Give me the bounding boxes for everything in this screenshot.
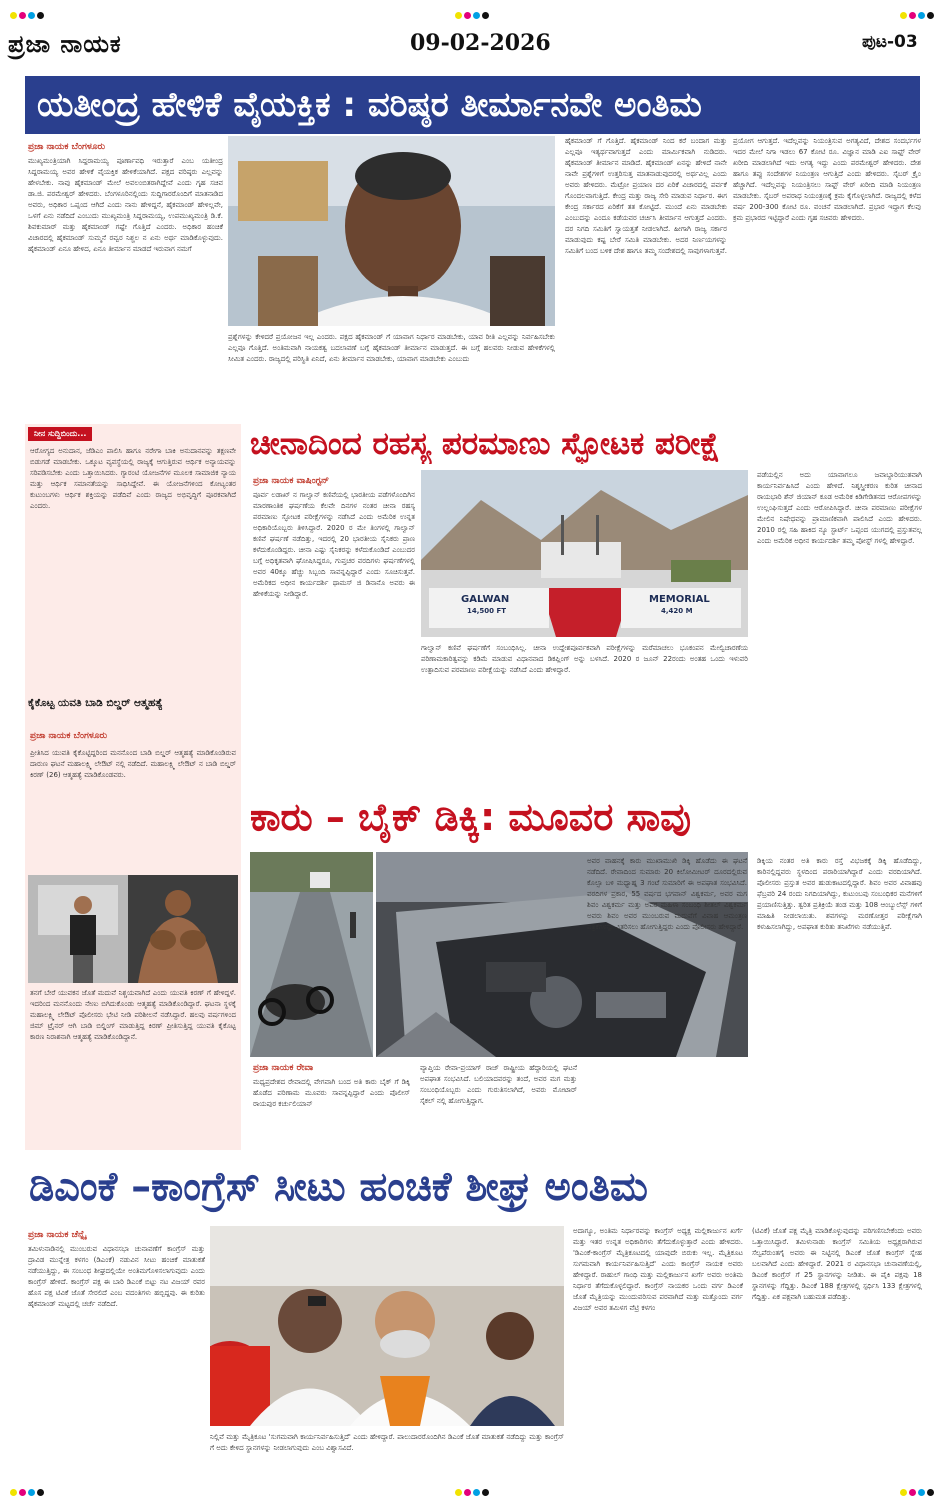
- masthead-name: ಪ್ರಜಾ ನಾಯಕ: [8, 30, 122, 58]
- story1-byline: ಪ್ರಜಾ ನಾಯಕ ಬೆಂಗಳೂರು: [28, 142, 106, 152]
- color-registration-marks: [455, 1489, 489, 1496]
- story1-photo-minister: [228, 136, 555, 326]
- story2-photo-galwan-memorial: [421, 470, 748, 637]
- story4-byline: ಪ್ರಜಾ ನಾಯಕ ಚೆನ್ನೈ: [28, 1230, 87, 1240]
- memorial-plaque-label-left: GALWAN: [461, 594, 510, 605]
- story4-photo-leaders: [210, 1226, 564, 1426]
- side-story-text: ಪ್ರೀತಿಸಿದ ಯುವತಿ ಕೈಕೊಟ್ಟಿದ್ದರಿಂದ ಮನನೊಂದ ಬಾಡಿ ಬಿಲ್ಡರ್ ಆತ್ಮಹತ್ಯೆ ಮಾಡಿಕೊಂಡಿರುವ ದಾರುಣ ಘಟನೆ ಮಹಾಲಕ್ಷ್ಮಿ ಲೇಔಟ್ ನಲ್ಲಿ ನಡೆದಿದೆ. ಮಹಾಲಕ್ಷ್ಮಿ ಲೇಔಟ್ ನ ಬಾಡಿ ಬಿಲ್ಡರ್ ಕಿರಣ್ (26) ಆತ್ಮಹತ್ಯೆ ಮಾಡಿಕೊಂಡವರು.: [30, 749, 236, 779]
- story3-column-4: ಡಿಕ್ಕಿಯ ನಂತರ ಅತಿ ಕಾರು ರಸ್ತೆ ವಿಭಜಕಕ್ಕೆ ಡಿಕ್ಕಿ ಹೊಡೆದಿದ್ದು, ಕಾರಿನಲ್ಲಿದ್ದವರು ಸ್ಥಳದಿಂದ ಪರಾರಿಯಾಗಿದ್ದಾರೆ ಎಂದು ವರದಿಯಾಗಿದೆ. ಪೊಲೀಸರು ಪ್ರಸ್ತುತ ಅವರ ಹುಡುಕಾಟದಲ್ಲಿದ್ದಾರೆ. ಶಿವಂ ಅವರ ವಿವಾಹವು ಫೆಬ್ರವರಿ 24 ರಂದು ನಿಗದಿಯಾಗಿದ್ದು, ಕುಟುಂಬವು ಸಂಬಂಧಿಕರ ಮನೆಗಳಿಗೆ ಪ್ರಯಾಣಿಸುತ್ತಿತ್ತು. ತ್ವರಿತ ಪ್ರತಿಕ್ರಿಯೆ ತಂಡ ಮತ್ತು 108 ಆಂಬ್ಯುಲೆನ್ಸ್ ಗಳಿಗೆ ಮಾಹಿತಿ ನೀಡಲಾಯಿತು. ಶವಗಳನ್ನು ಮರಣೋತ್ತರ ಪರೀಕ್ಷೆಗಾಗಿ ಕಳುಹಿಸಲಾಗಿದ್ದು, ಅಪಘಾತ ಕುರಿತು ತನಿಖೆಗಳು ನಡೆಯುತ್ತಿವೆ.: [757, 857, 922, 931]
- story3-byline: ಪ್ರಜಾ ನಾಯಕ ರೇವಾ: [253, 1063, 314, 1073]
- color-registration-marks: [455, 12, 489, 19]
- memorial-plaque-alt-right: 4,420 M: [661, 607, 693, 615]
- story3-headline: ಕಾರು – ಬೈಕ್ ಡಿಕ್ಕಿ: ಮೂವರ ಸಾವು: [250, 795, 692, 839]
- memorial-plaque-label-right: MEMORIAL: [649, 594, 710, 605]
- story1-headline: ಯತೀಂದ್ರ ಹೇಳಿಕೆ ವೈಯಕ್ತಿಕ : ವರಿಷ್ಠರ ತೀರ್ಮಾನವೇ ಅಂತಿಮ: [25, 76, 920, 134]
- story1-column-3: ಹೈಕಮಾಂಡ್ ಗೆ ಗೊತ್ತಿದೆ. ಹೈಕಮಾಂಡ್ ನಿಂದ ಕರೆ ಬಂದಾಗ ಮತ್ತು ಎಲ್ಲವೂ ಇತ್ಯರ್ಥವಾಗುತ್ತದೆ ಎಂದು ಮಾರ್ಮಿಕವಾಗಿ ನುಡಿದರು. ಹೈಕಮಾಂಡ್ ತೀರ್ಮಾನ ಮಾಡಿದೆ. ಹೈಕಮಾಂಡ್ ಏನನ್ನು ಹೇಳಿದೆ ನಾನೇ ನಾವೇ ಪ್ರಶ್ನೆಗಳಿಗೆ ಉತ್ತರಿಸುತ್ತ ಮಾತನಾಡುವುದರಲ್ಲಿ ಅರ್ಥವಿಲ್ಲ ಎಂದು ಅವರು ಹೇಳಿದರು. ಮೆಟ್ರೋ ಪ್ರಯಾಣ ದರ ಏರಿಕೆ ವಿಚಾರದಲ್ಲಿ ಪರ್ವಕೆ ಗೊಂದಲವಾಗುತ್ತಿದೆ. ಕೇಂದ್ರ ಮತ್ತು ರಾಜ್ಯ ಸೇರಿ ಮಾಡುವ ನಿರ್ಧಾರ. ಈಗ ಕೇಂದ್ರ ಸರ್ಕಾರದ ಏರಿಕೆಗೆ ತತ ಕೋಟ್ಟಿದೆ. ಮುಂದೆ ಏನು ಮಾಡಬೇಕು ಎಂಬುದನ್ನು ಎಂದೂ ಕಡೆಯವರ ಚರ್ಚಿಸಿ ತೀರ್ಮಾನ ಆಗುತ್ತದೆ ಎಂದರು. ದರ ನಿಗದಿ ಸಮಿತಿಗೆ ಸ್ವಾಯತ್ತತೆ ನೀಡಲಾಗಿದೆ. ಹೀಗಾಗಿ ರಾಜ್ಯ ಸರ್ಕಾರ ಮಾಡುವುದು ಕಷ್ಟ ಬೇರೆ ಸಮಿತಿ ಮಾಡಬೇಕು. ಅದರ ನಿರ್ಣಯಗಳನ್ನು ಸಮಿತಿಗೆ ಬಂದ ಬಳಿಕ ದೇಶ ಹಾಗೂ ತಮ್ಮ ಸಂದೇಶದಲ್ಲಿ ಸಾವುಗಳಾಗುತ್ತವೆ.: [565, 137, 727, 255]
- story2-column-2: ಗಾಲ್ವಾನ್ ಕಣಿವೆ ಘರ್ಷಣೆಗೆ ಸಂಬಂಧಿಸಿಲ್ಲ. ಚೀನಾ ಉದ್ದೇಶಪೂರ್ವಕವಾಗಿ ಪರೀಕ್ಷೆಗಳನ್ನು ಮರೆಮಾಚಲು ಭೂಕಂಪನ ಮೇಲ್ವಿಚಾರಣೆಯ ಪರಿಣಾಮಕಾರಿತ್ವವನ್ನು ಕಡಿಮೆ ಮಾಡುವ ವಿಧಾನವಾದ ಡಿಕಪ್ಲಿಂಗ್ ಅನ್ನು ಬಳಸಿದೆ. 2020 ರ ಜೂನ್ 22ರಂದು ಅಂತಹ ಒಂದು ಇಳುವರಿ ಉತ್ಪಾದಿಸುವ ಪರಮಾಣು ಪರೀಕ್ಷೆಯನ್ನು ನಡೆಸಿದೆ ಎಂದು ಹೇಳಿದ್ದಾರೆ.: [421, 644, 748, 674]
- story1-column-1: ಮುಖ್ಯಮಂತ್ರಿಯಾಗಿ ಸಿದ್ದರಾಮಯ್ಯ ಪೂರ್ಣಾವಧಿ ಇರುತ್ತಾರೆ ಎಂಬ ಯತೀಂದ್ರ ಸಿದ್ದರಾಮಯ್ಯ ಅವರ ಹೇಳಿಕೆ ವೈಯಕ್ತಿಕ ಹೇಳಿಕೆಯಾಗಿದೆ. ಪಕ್ಷದ ವರಿಷ್ಠರು ಎಲ್ಲವನ್ನು ಹೇಳಬೇಕು. ನಾವು ಹೈಕಮಾಂಡ್ ಮೇಲೆ ಅವಲಂಬಿತರಾಗಿದ್ದೇವೆ ಎಂದು ಗೃಹ ಸಚಿವ ಡಾ.ಜಿ. ಪರಮೇಶ್ವರ್ ಹೇಳಿದರು. ಬೆಂಗಳೂರಿನಲ್ಲಿಂದು ಸುದ್ದಿಗಾರರೊಂದಿಗೆ ಮಾತನಾಡಿದ ಅವರು, ಅಧಿಕಾರ ಒಪ್ಪಂದ ಆಗಿದೆ ಎಂದು ನಾನು ಹೇಳಿದ್ದನೆ, ಹೈಕಮಾಂಡ್ ಹೇಳಿಲ್ಲವೇ, ಒಳಗೆ ಏನು ನಡೆದಿದೆ ಎಂಬುದು ಮುಖ್ಯಮಂತ್ರಿ ಸಿದ್ದರಾಮಯ್ಯ, ಉಪಮುಖ್ಯಮಂತ್ರಿ ಡಿ.ಕೆ. ಶಿವಕುಮಾರ್ ಮತ್ತು ಹೈಕಮಾಂಡ್ ಗಷ್ಟೇ ಗೊತ್ತಿದೆ ಎಂದರು. ಅಧಿಕಾರ ಹಂಚಿಕೆ ವಿಚಾರದಲ್ಲಿ ಹೈಕಮಾಂಡ್ ಸುಮ್ಮನೆ ರವ್ವರ ನಿಶ್ಚಲ ನ ಏನು ಅರ್ಥ ಮಾಡಿಕೊಳ್ಳುವುದು. ಹೈಕಮಾಂಡ್ ಏನೂ ಹೇಳಿದ, ಏನೂ ತೀರ್ಮಾನ ಮಾಡದೆ ಇರುವಾಗ ನಮಗೆ: [28, 157, 223, 253]
- story2-column-1: ಪೂರ್ವ ಲಡಾಖ್ ನ ಗಾಲ್ವಾನ್ ಕಣಿವೆಯಲ್ಲಿ ಭಾರತೀಯ ಪಡೆಗಳೊಂದಿಗಿನ ಮಾರಣಾಂತಿಕ ಘರ್ಷಣೆಯ ಕೆಲವೇ ದಿನಗಳ ನಂತರ ಚೀನಾ ರಹಸ್ಯ ಪರಮಾಣು ಸ್ಫೋಟಕ ಪರೀಕ್ಷೆಗಳನ್ನು ನಡೆಸಿದೆ ಎಂದು ಅಮೆರಿಕ ಉನ್ನತ ಅಧಿಕಾರಿಯೊಬ್ಬರು ತಿಳಿಸಿದ್ದಾರೆ. 2020 ರ ಮೇ ತಿಂಗಳಲ್ಲಿ ಗಾಲ್ವಾನ್ ಕಣಿವೆ ಘರ್ಷಣೆ ನಡೆದಿತ್ತು, ಇದರಲ್ಲಿ 20 ಭಾರತೀಯ ಸೈನಿಕರು ಪ್ರಾಣ ಕಳೆದುಕೊಂಡಿದ್ದರು. ಚೀನಾ ಎಷ್ಟು ಸೈನಿಕರನ್ನು ಕಳೆದುಕೊಂಡಿದೆ ಎಂಬುದರ ಬಗ್ಗೆ ಅಧಿಕೃತವಾಗಿ ಘೋಷಿಸಿದ್ದರೂ, ಗುಪ್ತಚರ ವರದಿಗಳು ಘರ್ಷಣೆಗಳಲ್ಲಿ ಅವರ 40ಕ್ಕೂ ಹೆಚ್ಚು ಸಿಬ್ಬಂದಿ ಸಾವನ್ನಪ್ಪಿದ್ದಾರೆ ಎಂದು ಸೂಚಿಸುತ್ತವೆ. ಅಮೆರಿಕದ ಅಧೀನ ಕಾರ್ಯದರ್ಶಿ ಥಾಮಸ್ ಜಿ ಡಿನಾನೊ ಅವರು ಈ ಹೇಳಿಕೆಯನ್ನು ನೀಡಿದ್ದಾರೆ.: [253, 491, 415, 598]
- story2-column-3: ಪಡೆಯಲ್ಲಿನ ಅದು ಯಾವಾಗಲೂ ಜವಾಬ್ದಾರಿಯುತವಾಗಿ ಕಾರ್ಯನಿರ್ವಹಿಸಿದೆ ಎಂದು ಹೇಳಿದೆ. ನಿಶ್ಶಸ್ತ್ರೀಕರಣ ಕುರಿತ ಚೀನಾದ ರಾಯಭಾರಿ ಶೆನ್ ಜಿಯಾನ್ ಕೂಡ ಅಮೆರಿಕ ಕಿಡಿಗೇಡಿತನದ ಆರೋಪಗಳನ್ನು ಉಲ್ಲಂಘಿಸುತ್ತದೆ ಎಂದು ಆರೋಪಿಸಿದ್ದಾರೆ. ಚೀನಾ ಪರಮಾಣು ಪರೀಕ್ಷೆಗಳ ಮೇಲಿನ ನಿಷೇಧವನ್ನು ಪ್ರಾಮಾಣಿಕವಾಗಿ ಪಾಲಿಸಿದೆ ಎಂದು ಹೇಳಿದರು. 2010 ರಲ್ಲಿ ಸಹಿ ಹಾಕಿದ ನ್ಯೂ ಸ್ಟಾರ್ಟ್ ಒಪ್ಪಂದ ಯುಗದಲ್ಲಿ ಪ್ರಸ್ತುತವಲ್ಲ ಎಂದು ಅಮೆರಿಕ ಅಧೀನ ಕಾರ್ಯದರ್ಶಿ ತಮ್ಮ ಪೋಸ್ಟ್ ಗಳಲ್ಲಿ ಹೇಳಿದ್ದಾರೆ.: [757, 471, 922, 545]
- story1-column-4: ಪ್ರಯೋಗ ಆಗುತ್ತದೆ. ಇದೆಲ್ಲವನ್ನು ನಿಯಂತ್ರಿಸುವ ಅಗತ್ಯವಿದೆ, ದೇಶದ ಸಂದರ್ಭಗಳ ಇದರ ಮೇಲೆ ನಿಗಾ ಇಡಲು 67 ಕೋಟಿ ರೂ. ವಿಜ್ಞಾನ ಮಾಡಿ ಎಐ ಸಾಫ್ಟ್ ವೇರ್ ಖರೀದಿ ಮಾಡಲಾಗಿದೆ ಇದು ಅಗತ್ಯ ಇದ್ದು ಎಂದು ಪರಮೇಶ್ವರ್ ಹೇಳಿದರು. ದೇಶ ಹಾಗೂ ತಪ್ಪು ಸಂದೇಶಗಳ ನಿಯಂತ್ರಣ ಆಗುತ್ತಿದೆ ಎಂದು ಹೇಳಿದರು. ಸೈಬರ್ ಕ್ರೈಂ ಹೆಚ್ಚಾಗಿದೆ. ಇದೆಲ್ಲವನ್ನು ನಿಯಂತ್ರಿಸಲು ಸಾಫ್ಟ್ ವೇರ್ ಖರೀದಿ ಮಾಡಿ ನಿಯಂತ್ರಣ ಮಾಡಬೇಕು. ಸೈಬರ್ ಅಪರಾಧ ನಿಯಂತ್ರಣಕ್ಕೆ ಕ್ರಮ ಕೈಗೊಳ್ಳಲಾಗಿದೆ. ರಾಜ್ಯದಲ್ಲಿ ಕಳೆದ ವರ್ಷ 200-300 ಕೋಟಿ ರೂ. ವಂಚನೆ ಮಾಡಲಾಗಿದೆ. ಪ್ರಭಾರ ಇದ್ದಾಗ ಕೆಲವು ಕ್ರಮ ಪ್ರಭಾರದ ಇಟ್ಟಿದ್ದಾರೆ ಎಂದು ಗೃಹ ಸಚಿವರು ಹೇಳಿದರು.: [733, 137, 921, 222]
- memorial-plaque-alt-left: 14,500 FT: [467, 607, 507, 615]
- story4-column-4: (ಟಿವಿಕೆ) ಜೊತೆ ಪಕ್ಷ ಮೈತ್ರಿ ಮಾಡಿಕೊಳ್ಳುವುದನ್ನು ಪರಿಗಣಿಸಬೇಕೆಂದು ಅವರು ಒತ್ತಾಯಿಸಿದ್ದಾರೆ. ತಮಿಳುನಾಡು ಕಾಂಗ್ರೆಸ್ ಸಮಿತಿಯ ಅಧ್ಯಕ್ಷರಾಗಿರುವ ಸೆಲ್ವಪೆರುಂತಗೈ ಅವರು ಈ ನಿಟ್ಟಿನಲ್ಲಿ ಡಿಎಂಕೆ ಜೊತೆ ಕಾಂಗ್ರೆಸ್ ಸ್ನೇಹ ಬಲವಾಗಿದೆ ಎಂದು ಹೇಳಿದ್ದಾರೆ. 2021 ರ ವಿಧಾನಸಭಾ ಚುನಾವಣೆಯಲ್ಲಿ, ಡಿಎಂಕೆ ಕಾಂಗ್ರೆಸ್ ಗೆ 25 ಸ್ಥಾನಗಳನ್ನು ನೀಡಿತು. ಈ ಪೈಕಿ ಪಕ್ಷವು 18 ಸ್ಥಾನಗಳನ್ನು ಗೆದ್ದಿತ್ತು. ಡಿಎಂಕೆ 188 ಕ್ಷೇತ್ರಗಳಲ್ಲಿ ಸ್ಪರ್ಧಿಸಿ 133 ಕ್ಷೇತ್ರಗಳಲ್ಲಿ ಗೆದ್ದಿತ್ತು. ಏಕ ಪಕ್ಷವಾಗಿ ಬಹುಮತ ಪಡೆದಿತ್ತು.: [752, 1227, 922, 1301]
- story4-column-3: ಅದಾಗ್ಯೂ, ಅಂತಿಮ ನಿರ್ಧಾರವನ್ನು ಕಾಂಗ್ರೆಸ್ ಅಧ್ಯಕ್ಷ ಮಲ್ಲಿಕಾರ್ಜುನ ಖರ್ಗೆ ಮತ್ತು ಇತರ ಉನ್ನತ ಅಧಿಕಾರಿಗಳು ತೆಗೆದುಕೊಳ್ಳುತ್ತಾರೆ ಎಂದು ಹೇಳಿದರು. 'ಡಿಎಂಕೆ-ಕಾಂಗ್ರೆಸ್ ಮೈತ್ರಿಕೂಟದಲ್ಲಿ ಯಾವುದೇ ಬಿರುಕು ಇಲ್ಲ. ಮೈತ್ರಿಕೂಟ ಸುಗಮವಾಗಿ ಕಾರ್ಯನಿರ್ವಹಿಸುತ್ತಿದೆ' ಎಂದು ಕಾಂಗ್ರೆಸ್ ನಾಯಕ ಅವರು ಹೇಳಿದ್ದಾರೆ. ರಾಹುಲ್ ಗಾಂಧಿ ಮತ್ತು ಮಲ್ಲಿಕಾರ್ಜುನ ಖರ್ಗೆ ಅವರು ಅಂತಿಮ ನಿರ್ಧಾರ ತೆಗೆದುಕೊಳ್ಳಲಿದ್ದಾರೆ. ಕಾಂಗ್ರೆಸ್ ನಾಯಕರ ಒಂದು ವರ್ಗ ಡಿಎಂಕೆ ಜೊತೆ ಮೈತ್ರಿಯನ್ನು ಮುಂದುವರಿಸುವ ಪರವಾಗಿದೆ ಮತ್ತು ಮತ್ತೊಂದು ವರ್ಗ ವಿಜಯ್ ಅವರ ತಮಿಳಗ ವೆಟ್ರಿ ಕಳಗಂ: [573, 1227, 743, 1312]
- page-number: ಪುಟ-03: [862, 32, 918, 52]
- side-story-headline: ಕೈಕೊಟ್ಟ ಯವತಿ ಬಾಡಿ ಬಿಲ್ಡರ್ ಆತ್ಮಹತ್ಯೆ: [28, 697, 163, 709]
- side-story-photo: [28, 875, 238, 983]
- story2-byline: ಪ್ರಜಾ ನಾಯಕ ವಾಷಿಂಗ್ಟನ್: [253, 476, 330, 486]
- story3-column-2: ವ್ಯಾಪ್ತಿಯ ರೇವಾ-ಪ್ರಯಾಗ್ ರಾಜ್ ರಾಷ್ಟ್ರೀಯ ಹೆದ್ದಾರಿಯಲ್ಲಿ ಘಟನೆ ಅಪಘಾತ ಸಂಭವಿಸಿದೆ. ಬಲಿಯಾದವರನ್ನು ತಂದೆ, ಅವರ ಮಗ ಮತ್ತು ಸಂಬಂಧಿಯೊಬ್ಬರು ಎಂದು ಗುರುತಿಸಲಾಗಿದೆ, ಅವರು ಮೋಟಾರ್ ಸೈಕಲ್ ನಲ್ಲಿ ಹೋಗುತ್ತಿದ್ದಾಗ.: [420, 1064, 577, 1105]
- side-story-text-2: ತನಗೆ ಬೇರೆ ಯುವಕನ ಜೊತೆ ಮದುವೆ ನಿಶ್ಚಯವಾಗಿದೆ ಎಂದು ಯುವತಿ ಕಿರಣ್ ಗೆ ಹೇಳಿದ್ದಳೆ. ಇದರಿಂದ ಮನನೊಂದು ನೇಣು ಬಿಗಿದುಕೊಂಡು ಆತ್ಮಹತ್ಯೆ ಮಾಡಿಕೊಂಡಿದ್ದಾರೆ. ಘಟನಾ ಸ್ಥಳಕ್ಕೆ ಮಹಾಲಕ್ಷ್ಮಿ ಲೇಔಟ್ ಪೊಲೀಸರು ಭೇಟಿ ನೀಡಿ ಪರಿಶೀಲನೆ ನಡೆಸಿದ್ದಾರೆ. ಹಲವು ವರ್ಷಗಳಿಂದ ಜಿಮ್ ಟ್ರೈನರ್ ಆಗಿ ಬಾಡಿ ಬಿಲ್ಡಿಂಗ್ ಮಾಡುತ್ತಿದ್ದ ಕಿರಣ್ ಪ್ರೀತಿಸುತ್ತಿದ್ದ ಯುವತಿ ಕೈಕೊಟ್ಟ ಕಾರಣ ನಿರಾಶನಾಗಿ ಆತ್ಮಹತ್ಯೆ ಮಾಡಿಕೊಂಡಿದ್ದಾನೆ.: [30, 989, 236, 1041]
- story3-column-1: ಮಧ್ಯಪ್ರದೇಶದ ರೇವಾದಲ್ಲಿ ವೇಗವಾಗಿ ಬಂದ ಅತಿ ಕಾರು ಬೈಕ್ ಗೆ ಡಿಕ್ಕಿ ಹೊಡೆದ ಪರಿಣಾಮ ಮೂವರು ಸಾವನ್ನಪ್ಪಿದ್ದಾರೆ ಎಂದು ಪೊಲೀಸ್ ರಾಯಪುರ ಕರ್ಚುಲಿಯಾನ್: [253, 1078, 410, 1108]
- sidebar-label: ನೀನ ಸುದ್ದಿಬಿಂದು...: [28, 427, 92, 441]
- story2-headline: ಚೀನಾದಿಂದ ರಹಸ್ಯ ಪರಮಾಣು ಸ್ಫೋಟಕ ಪರೀಕ್ಷೆ: [250, 426, 721, 462]
- story4-column-1: ತಮಿಳುನಾಡಿನಲ್ಲಿ ಮುಂಬರುವ ವಿಧಾನಸಭಾ ಚುನಾವಣೆಗೆ ಕಾಂಗ್ರೆಸ್ ಮತ್ತು ದ್ರಾವಿಡ ಮುನ್ನೇತ್ರ ಕಳಗಂ (ಡಿಎಂಕೆ) ನಡುವಿನ ಸೀಟು ಹಂಚಿಕೆ ಮಾತುಕತೆ ನಡೆಯುತ್ತಿದ್ದು, ಈ ಸಂಬಂಧ ಶೀಘ್ರದಲ್ಲಿಯೇ ಅಂತಿಮಗೊಳಿಸಲಾಗುವುದು ಎಂದು ಕಾಂಗ್ರೆಸ್ ಹೇಳಿದೆ. ಕಾಂಗ್ರೆಸ್ ಪಕ್ಷ ಈ ಬಾರಿ ಡಿಎಂಕೆ ಬಿಟ್ಟು ನಟ ವಿಜಯ್ ರವರ ಹೊಸ ಪಕ್ಷ ಟಿವಿಕೆ ಜೊತೆ ಸೇರಲಿದೆ ಎಂಬ ವದಂತಿಗಳು ಹಬ್ಬಿದ್ದವು. ಈ ಕುರಿತು ಹೈಕಮಾಂಡ್ ಮಟ್ಟದಲ್ಲಿ ಚರ್ಚೆ ನಡೆದಿದೆ.: [28, 1245, 205, 1308]
- color-registration-marks: [900, 1489, 934, 1496]
- story3-column-3: ಅವರ ವಾಹನಕ್ಕೆ ಕಾರು ಮುಖಾಮುಖಿ ಡಿಕ್ಕಿ ಹೊಡೆದು ಈ ಘಟನೆ ನಡೆದಿದೆ. ರೇವಾದಿಂದ ಸುಮಾರು 20 ಕಿಲೋಮೀಟರ್ ದೂರದಲ್ಲಿರುವ ಕೊಲ್ಸಾ ಬಳಿ ಮಧ್ಯಾಹ್ನ 3 ಗಂಟೆ ಸುಮಾರಿಗೆ ಈ ಅಪಘಾತ ಸಂಭವಿಸಿದೆ. ವರದಿಗಳ ಪ್ರಕಾರ, 55 ವರ್ಷದ ಭಗವಾನ್ ವಿಶ್ವಕರ್ಮ, ಅವರ ಮಗ ಶಿವಂ ವಿಶ್ವಕರ್ಮ ಮತ್ತು ಅವರ ಮಹಿಳಾ ಸಂಬಂಧಿ ಶೀತಲ್ ವಿಶ್ವಕರ್ಮ ಅವರು ಶಿವಂ ಅವರ ಮುಂಬರುವ ಮದುವೆಗೆ ವಿವಾಹ ಆಮಂತ್ರಣ ಪತ್ರಿಕೆಗಳನ್ನು ವಿತರಿಸಲು ಹೋಗುತ್ತಿದ್ದರು ಎಂದು ಪೊಲೀಸರು ಹೇಳಿದ್ದಾರೆ.: [587, 857, 747, 931]
- color-registration-marks: [10, 1489, 44, 1496]
- story4-column-2: ನಿಲ್ಲಿವೆ ಮತ್ತು ಮೈತ್ರಿಕೂಟ 'ಸುಗಮವಾಗಿ ಕಾರ್ಯನಿರ್ವಹಿಸುತ್ತಿದೆ' ಎಂದು ಹೇಳಿದ್ದಾರೆ. ಪಾಲುದಾರರೊಂದಿಗಿನ ಡಿಎಂಕೆ ಜೊತೆ ಮಾತುಕತೆ ನಡೆದಿದ್ದು ಮತ್ತು ಕಾಂಗ್ರೆಸ್ ಗೆ ಅದು ಕೇಳಿದ ಸ್ಥಾನಗಳನ್ನು ನೀಡಲಾಗುವುದು ಎಂಬ ವಿಶ್ವಾಸವಿದೆ.: [210, 1433, 564, 1452]
- story1-column-2: ಪ್ರಶ್ನೆಗಳನ್ನು ಕೇಳಿದರೆ ಪ್ರಯೋಜನ ಇಲ್ಲ ಎಂದರು. ಪಕ್ಷದ ಹೈಕಮಾಂಡ್ ಗೆ ಯಾವಾಗ ನಿರ್ಧಾರ ಮಾಡಬೇಕು, ಯಾವ ರೀತಿ ಎಲ್ಲವನ್ನು ನಿರ್ವಹಿಸಬೇಕು ಎಲ್ಲವೂ ಗೊತ್ತಿದೆ. ಅಂತಿಮವಾಗಿ ನಾಯಕತ್ವ ಬದಲಾವಣೆ ಬಗ್ಗೆ ಹೈಕಮಾಂಡ್ ತೀರ್ಮಾನ ಮಾಡುತ್ತದೆ. ಈ ಬಗ್ಗೆ ಹಲವರು ನೀಡುವ ಹೇಳಿಕೆಗಳಲ್ಲಿ ಸೀಮಿತ ಎಂದರು. ರಾಜ್ಯದಲ್ಲಿ ಪರಿಸ್ಥಿತಿ ಏನಿದೆ, ಏನು ತೀರ್ಮಾನ ಮಾಡಬೇಕು, ಯಾವಾಗ ಮಾಡಬೇಕು ಎಂಬುದು: [228, 333, 555, 363]
- color-registration-marks: [10, 12, 44, 19]
- story3-photo-road: [250, 852, 373, 1057]
- sidebar-text: ಆರೋಗ್ಯದ ಅನುದಾನ, ಜೆಡಿಎಂ ಪಾಲಿಸಿ ಹಾಗೂ ನರೇಗಾ ಬಾಕಿ ಅನುದಾನವನ್ನು ತಕ್ಷಣವೇ ಬಿಡುಗಡೆ ಮಾಡಬೇಕು. ಒಕ್ಕೂಟ ವ್ಯವಸ್ಥೆಯಲ್ಲಿ ರಾಜ್ಯಕ್ಕೆ ಆಗುತ್ತಿರುವ ಆರ್ಥಿಕ ಅನ್ಯಾಯವನ್ನು ಸರಿಪಡಿಸಬೇಕು ಎಂದು ಒತ್ತಾಯಿಸಿದರು. ಗ್ಯಾರಂಟಿ ಯೋಜನೆಗಳ ಮೂಲಕ ಸಾಮಾಜಿಕ ನ್ಯಾಯ ಮತ್ತು ಆರ್ಥಿಕ ಸಮಾನತೆಯನ್ನು ಸಾಧಿಸಿದ್ದೇವೆ. ಈ ಯೋಜನೆಗಳಿಂದ ಕೋಟ್ಯಂತರ ಕುಟುಂಬಗಳು ಆರ್ಥಿಕ ಶಕ್ತಿಯನ್ನು ಪಡೆದಿವೆ ಎಂದು ರಾಜ್ಯದ ಅಭಿವೃದ್ಧಿಗೆ ಪೂರಕವಾಗಿದೆ ಎಂದರು.: [30, 447, 236, 510]
- side-story-byline: ಪ್ರಜಾ ನಾಯಕ ಬೆಂಗಳೂರು: [30, 731, 108, 741]
- masthead-date: 09-02-2026: [410, 30, 551, 56]
- color-registration-marks: [900, 12, 934, 19]
- story4-headline: ಡಿಎಂಕೆ –ಕಾಂಗ್ರೆಸ್ ಸೀಟು ಹಂಚಿಕೆ ಶೀಘ್ರ ಅಂತಿಮ: [29, 1164, 648, 1210]
